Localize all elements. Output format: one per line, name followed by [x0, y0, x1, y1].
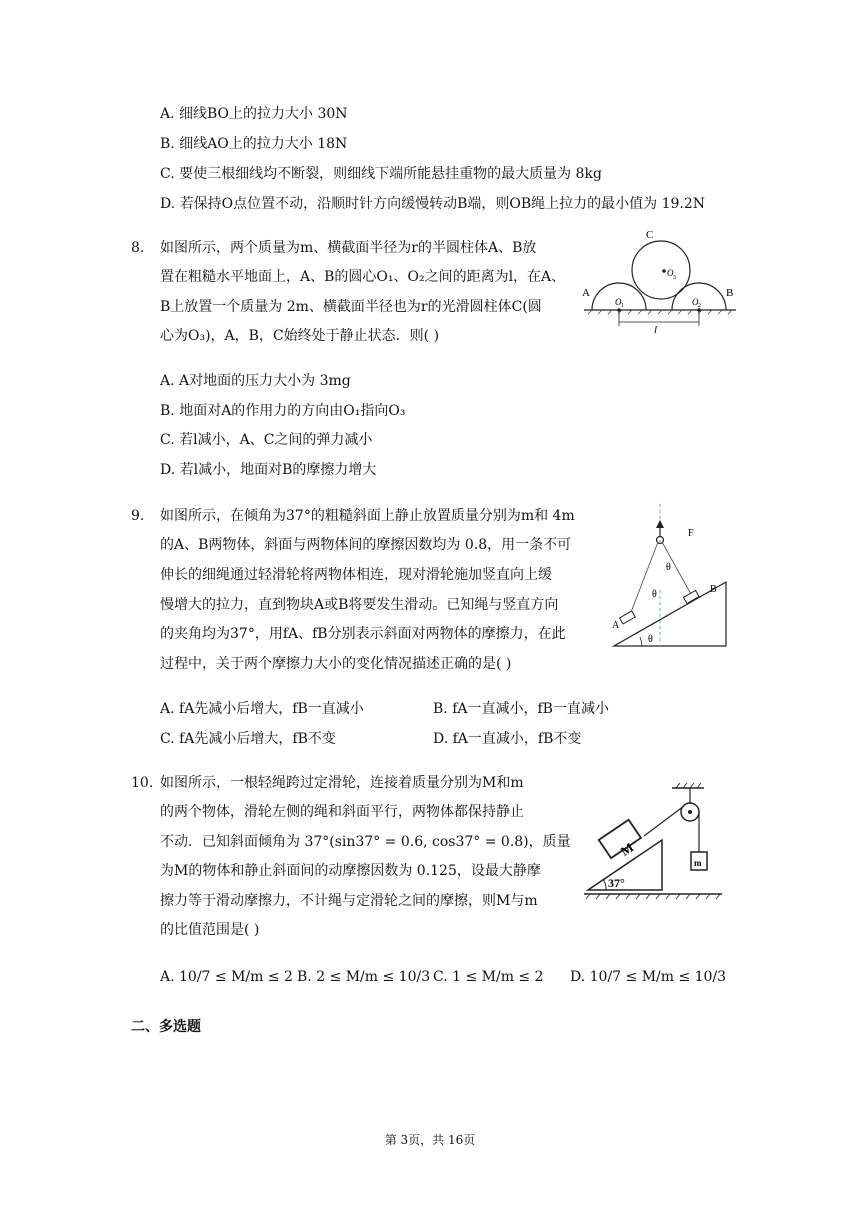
rope-to-a	[628, 542, 658, 620]
q8-stem-line: 如图所示，两个质量为m、横截面半径为r的半圆柱体A、B放	[160, 240, 537, 256]
q9-option-a: A. fA先减小后增大，fB一直减小	[160, 701, 364, 717]
q10-stem-line: 的两个物体，滑轮左侧的绳和斜面平行，两物体都保持静止	[160, 804, 524, 820]
q7-option-b: B. 细线AO上的拉力大小 18N	[160, 136, 348, 152]
q8-figure	[578, 230, 742, 334]
q10-option-c: C. 1 ≤ M/m ≤ 2	[433, 969, 544, 985]
q10-option-a: A. 10/7 ≤ M/m ≤ 2	[160, 969, 293, 985]
q10-option-d: D. 10/7 ≤ M/m ≤ 10/3	[570, 969, 727, 985]
theta-label: θ	[666, 562, 671, 573]
q9-stem-line: 过程中，关于两个摩擦力大小的变化情况描述正确的是( )	[160, 656, 512, 672]
q9-option-b: B. fA一直减小，fB一直减小	[433, 701, 609, 717]
q8-option-c: C. 若l减小，A、C之间的弹力减小	[160, 432, 373, 448]
label-small-m: m	[694, 858, 702, 868]
label-o3: O	[667, 268, 674, 278]
label-l: l	[654, 324, 658, 334]
q7-option-c: C. 要使三根细线均不断裂，则细线下端所能悬挂重物的最大质量为 8kg	[160, 166, 602, 182]
block-a	[620, 611, 636, 624]
q8-number: 8.	[131, 240, 145, 256]
q9-number: 9.	[131, 508, 145, 524]
ground-hatch	[588, 310, 732, 314]
q7-option-d: D. 若保持O点位置不动，沿顺时针方向缓慢转动B端，则OB绳上拉力的最小值为 19.2N	[160, 196, 706, 212]
label-big-m: M	[617, 839, 637, 859]
q10-number: 10.	[131, 775, 154, 791]
q10-stem-line: 如图所示，一根轻绳跨过定滑轮，连接着质量分别为M和m	[160, 775, 524, 791]
q8-stem-line: 置在粗糙水平地面上，A、B的圆心O₁、O₂之间的距离为l，在A、	[160, 269, 566, 285]
q9-figure	[608, 500, 738, 652]
svg-text:3: 3	[673, 275, 676, 281]
q10-stem-line: 不动．已知斜面倾角为 37°(sin37° = 0.6, cos37° = 0.8)，质量	[160, 834, 571, 850]
q9-stem-line: 如图所示，在倾角为37°的粗糙斜面上静止放置质量分别为m和 4m	[160, 508, 575, 524]
label-o2: O	[692, 297, 699, 307]
q10-stem-line: 的比值范围是( )	[160, 922, 260, 938]
label-o1: O	[615, 297, 622, 307]
label-f: F	[688, 528, 694, 539]
angle-label: 37°	[608, 876, 625, 890]
q10-option-b: B. 2 ≤ M/m ≤ 10/3	[297, 969, 431, 985]
svg-text:1: 1	[621, 303, 624, 309]
label-c: C	[646, 230, 654, 241]
label-b: B	[710, 584, 717, 595]
q9-option-d: D. fA一直减小，fB不变	[433, 731, 582, 747]
q9-stem-line: 伸长的细绳通过轻滑轮将两物体相连，现对滑轮施加竖直向上缓	[160, 567, 552, 583]
q9-stem-line: 慢增大的拉力，直到物块A或B将要发生滑动。已知绳与竖直方向	[160, 597, 559, 613]
q8-stem-line: B上放置一个质量为 2m、横截面半径也为r的光滑圆柱体C(圆	[160, 299, 542, 315]
q7-option-a: A. 细线BO上的拉力大小 30N	[160, 106, 348, 122]
svg-text:2: 2	[698, 303, 701, 309]
q10-stem-line: 为M的物体和静止斜面间的动摩擦因数为 0.125，设最大静摩	[160, 863, 541, 879]
center-o3-dot	[662, 269, 666, 273]
q8-option-b: B. 地面对A的作用力的方向由O₁指向O₃	[160, 403, 406, 419]
q9-stem-line: 的夹角均为37°，用fA、fB分别表示斜面对两物体的摩擦力，在此	[160, 626, 566, 642]
label-a: A	[582, 287, 590, 299]
section-heading-multiple-choice: 二、多选题	[131, 1019, 201, 1035]
block-b	[683, 590, 699, 603]
q8-stem-line: 心为O₃)，A，B，C始终处于静止状态．则( )	[160, 328, 440, 344]
label-b: B	[726, 287, 734, 299]
theta-label: θ	[648, 634, 653, 645]
label-a: A	[612, 620, 620, 631]
q8-option-a: A. A对地面的压力大小为 3mg	[160, 373, 351, 389]
q9-option-c: C. fA先减小后增大，fB不变	[160, 731, 336, 747]
q9-stem-line: 的A、B两物体，斜面与两物体间的摩擦因数均为 0.8，用一条不可	[160, 537, 572, 553]
q10-figure	[580, 780, 724, 910]
theta-label: θ	[652, 589, 657, 600]
rope-incline	[644, 806, 684, 836]
page-footer: 第 3页，共 16页	[384, 1133, 476, 1147]
q8-option-d: D. 若l减小，地面对B的摩擦力增大	[160, 462, 377, 478]
q10-stem-line: 擦力等于滑动摩擦力，不计绳与定滑轮之间的摩擦，则M与m	[160, 893, 538, 909]
